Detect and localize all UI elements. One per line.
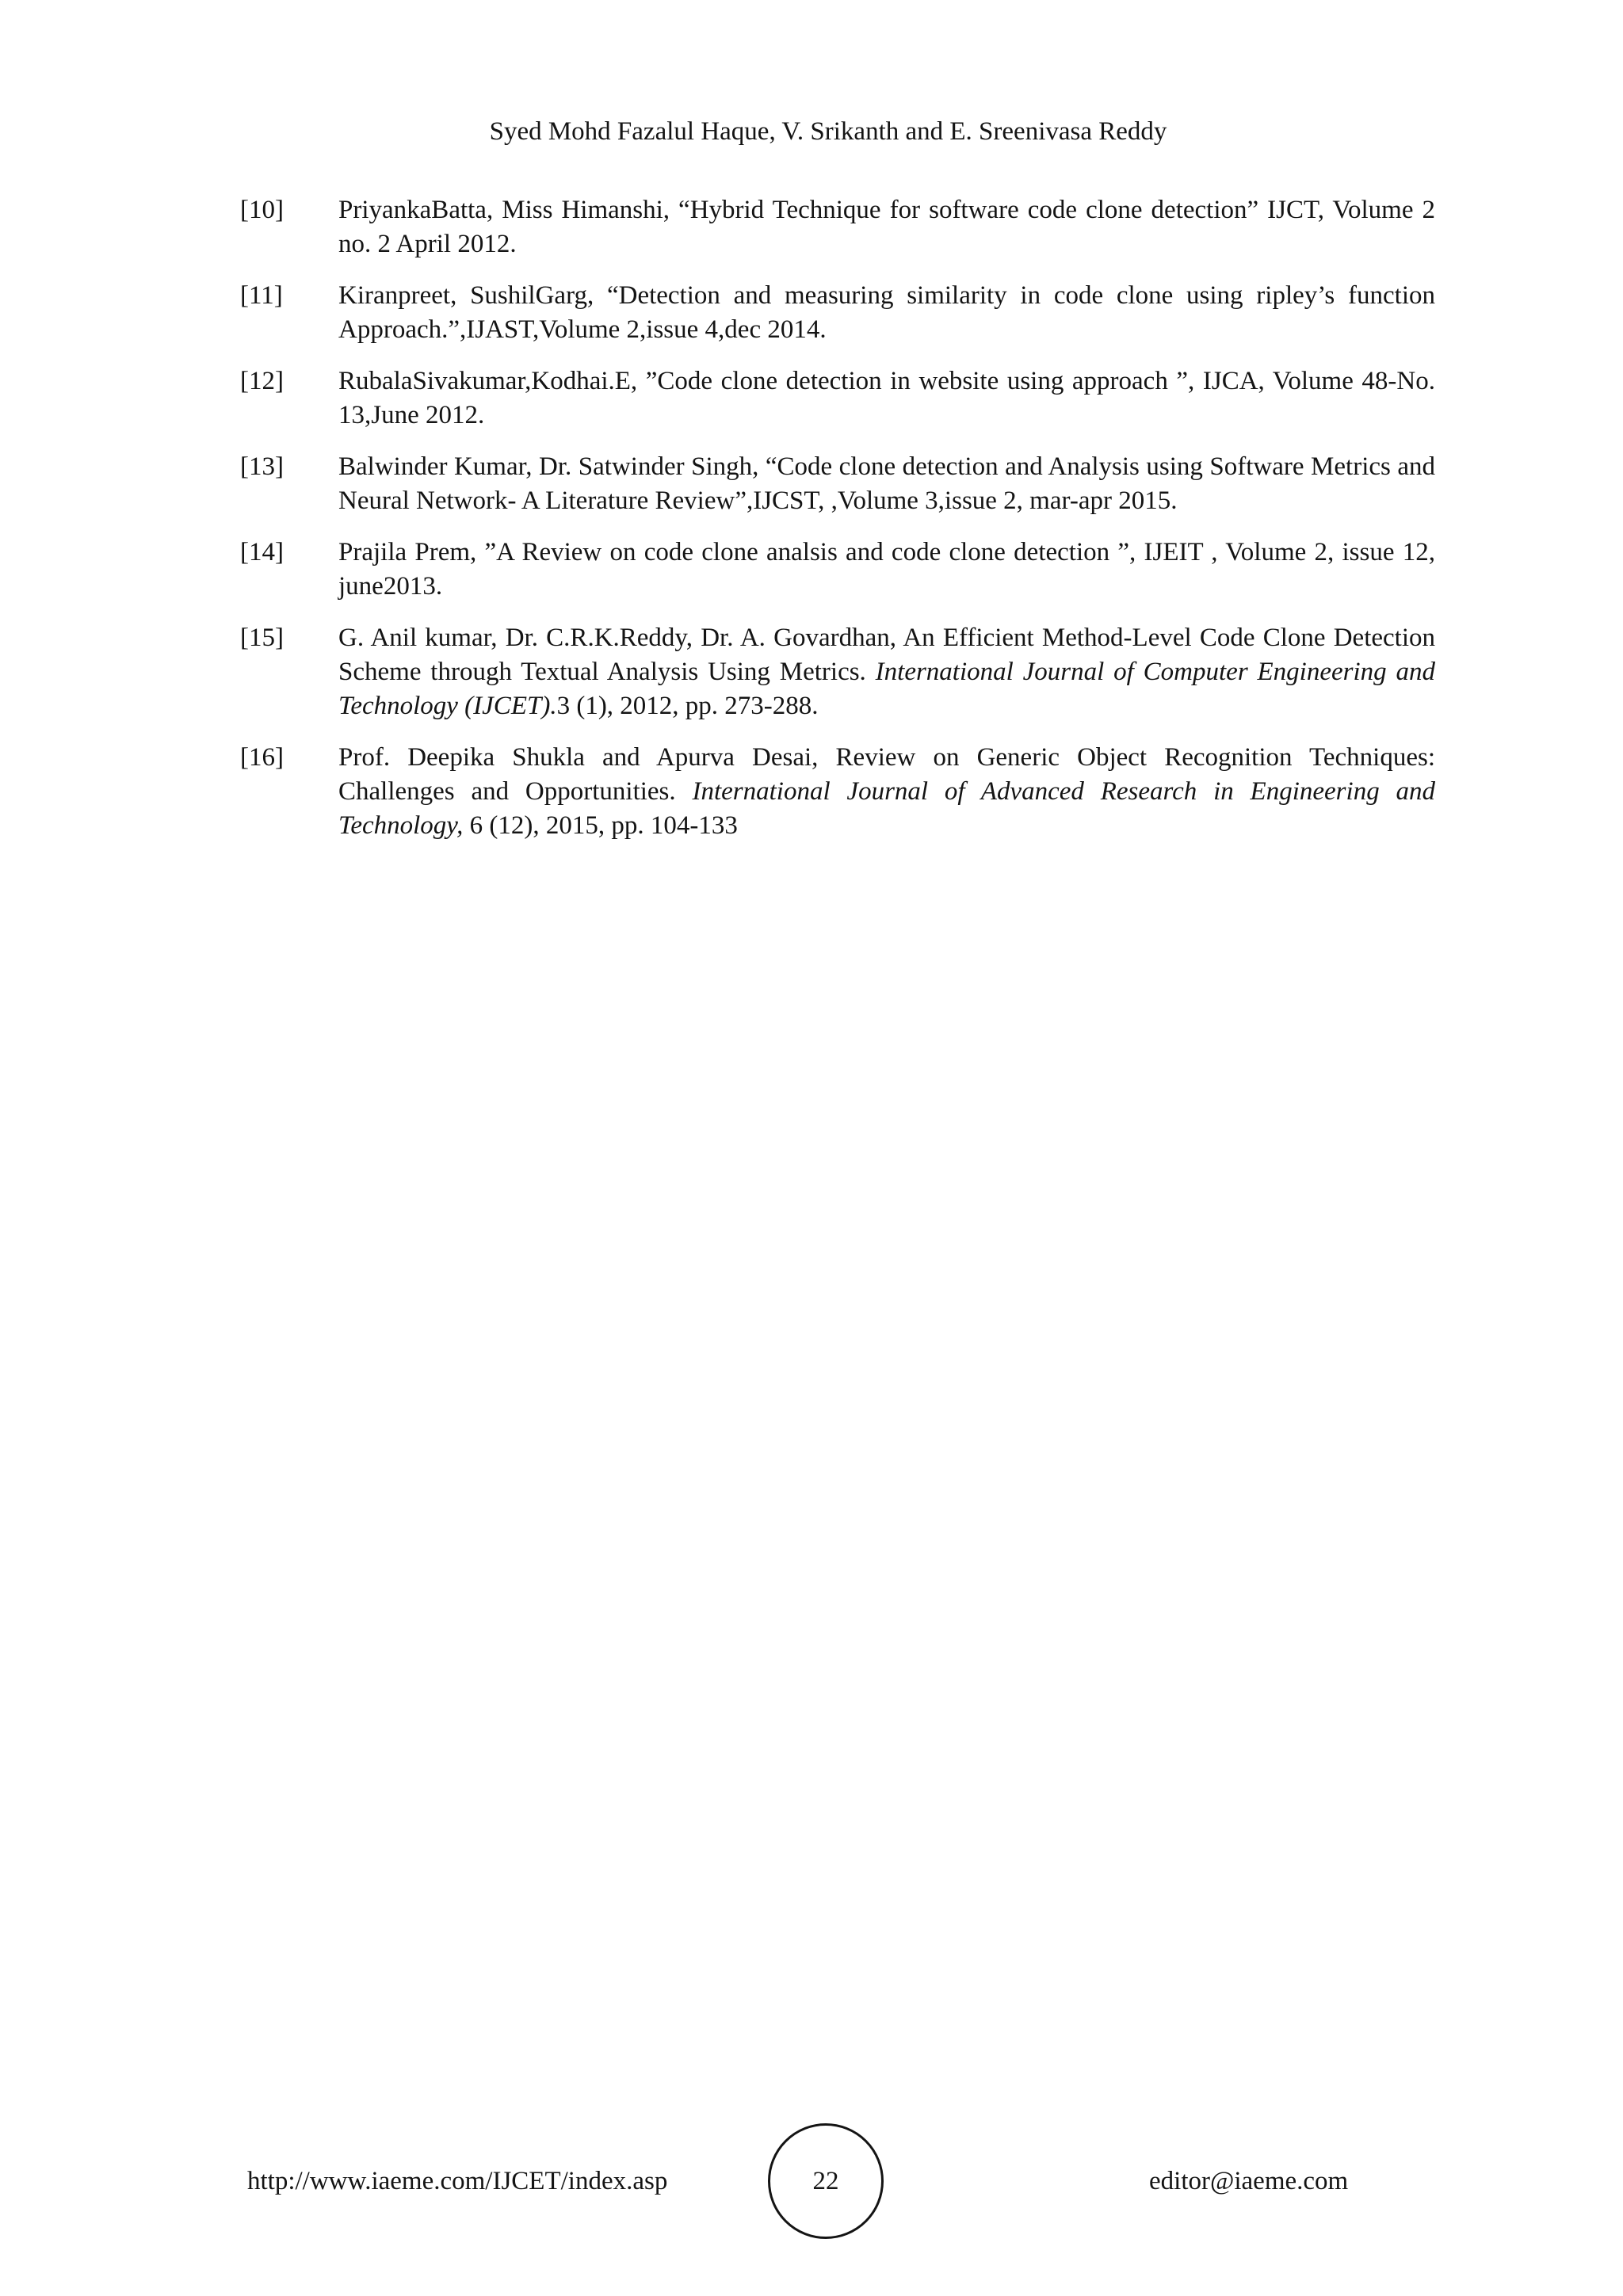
- reference-details: 3 (1), 2012, pp. 273-288.: [556, 692, 819, 720]
- running-header: Syed Mohd Fazalul Haque, V. Srikanth and E. Sreenivasa Reddy: [489, 117, 1167, 146]
- reference-number: [12]: [240, 367, 284, 395]
- reference-text: [338, 621, 1435, 723]
- footer-url-link[interactable]: http://www.iaeme.com/IJCET/index.asp: [247, 2167, 668, 2195]
- reference-item: [240, 741, 1435, 843]
- page-number: 22: [812, 2166, 839, 2195]
- reference-text: [338, 536, 1435, 604]
- reference-text: [338, 364, 1435, 433]
- reference-text: [338, 450, 1435, 518]
- reference-number: [13]: [240, 452, 284, 481]
- reference-journal: International Journal of Advanced Research in Engineering and Technology,: [338, 777, 1436, 840]
- reference-item: [240, 621, 1435, 723]
- reference-item: [240, 279, 1435, 347]
- reference-text: [338, 279, 1435, 347]
- reference-item: [240, 364, 1435, 433]
- reference-number: [11]: [240, 281, 283, 310]
- reference-citation: Kiranpreet, SushilGarg, “Detection and measuring similarity in code clone using ripley’s function Approach.”,IJAST,Volume 2,issue 4,dec 2014.: [338, 281, 1435, 344]
- reference-number: [10]: [240, 196, 284, 224]
- reference-item: [240, 193, 1435, 261]
- reference-citation: Balwinder Kumar, Dr. Satwinder Singh, “Code clone detection and Analysis using Software Metrics and Neural Network- A Literature Review”,IJCST, ,Volume 3,issue 2, mar-apr 2015.: [338, 452, 1435, 515]
- reference-citation: G. Anil kumar, Dr. C.R.K.Reddy, Dr. A. Govardhan, An Efficient Method-Level Code Clone Detection Scheme through Textual Analysis Using Metrics.: [338, 624, 1435, 686]
- reference-item: [240, 450, 1435, 518]
- footer-email-link[interactable]: editor@iaeme.com: [1149, 2167, 1349, 2195]
- reference-details: 6 (12), 2015, pp. 104-133: [463, 811, 738, 840]
- page-footer: [0, 2123, 1623, 2242]
- reference-text: [338, 741, 1435, 843]
- reference-journal: International Journal of Computer Engineering and Technology (IJCET).: [338, 658, 1435, 720]
- page-number-circle: [768, 2123, 884, 2239]
- reference-text: [338, 193, 1435, 261]
- reference-number: [15]: [240, 624, 284, 652]
- reference-citation: PriyankaBatta, Miss Himanshi, “Hybrid Technique for software code clone detection” IJCT, Volume 2 no. 2 April 2012.: [338, 196, 1435, 258]
- reference-number: [16]: [240, 743, 284, 772]
- reference-citation: Prof. Deepika Shukla and Apurva Desai, Review on Generic Object Recognition Techniques: Challenges and Opportunities.: [338, 743, 1435, 806]
- reference-list: [240, 193, 1435, 860]
- reference-item: [240, 536, 1435, 604]
- reference-number: [14]: [240, 538, 284, 566]
- reference-citation: RubalaSivakumar,Kodhai.E, ”Code clone detection in website using approach ”, IJCA, Volume 48-No. 13,June 2012.: [338, 367, 1435, 429]
- reference-citation: Prajila Prem, ”A Review on code clone analsis and code clone detection ”, IJEIT , Volume 2, issue 12, june2013.: [338, 538, 1435, 601]
